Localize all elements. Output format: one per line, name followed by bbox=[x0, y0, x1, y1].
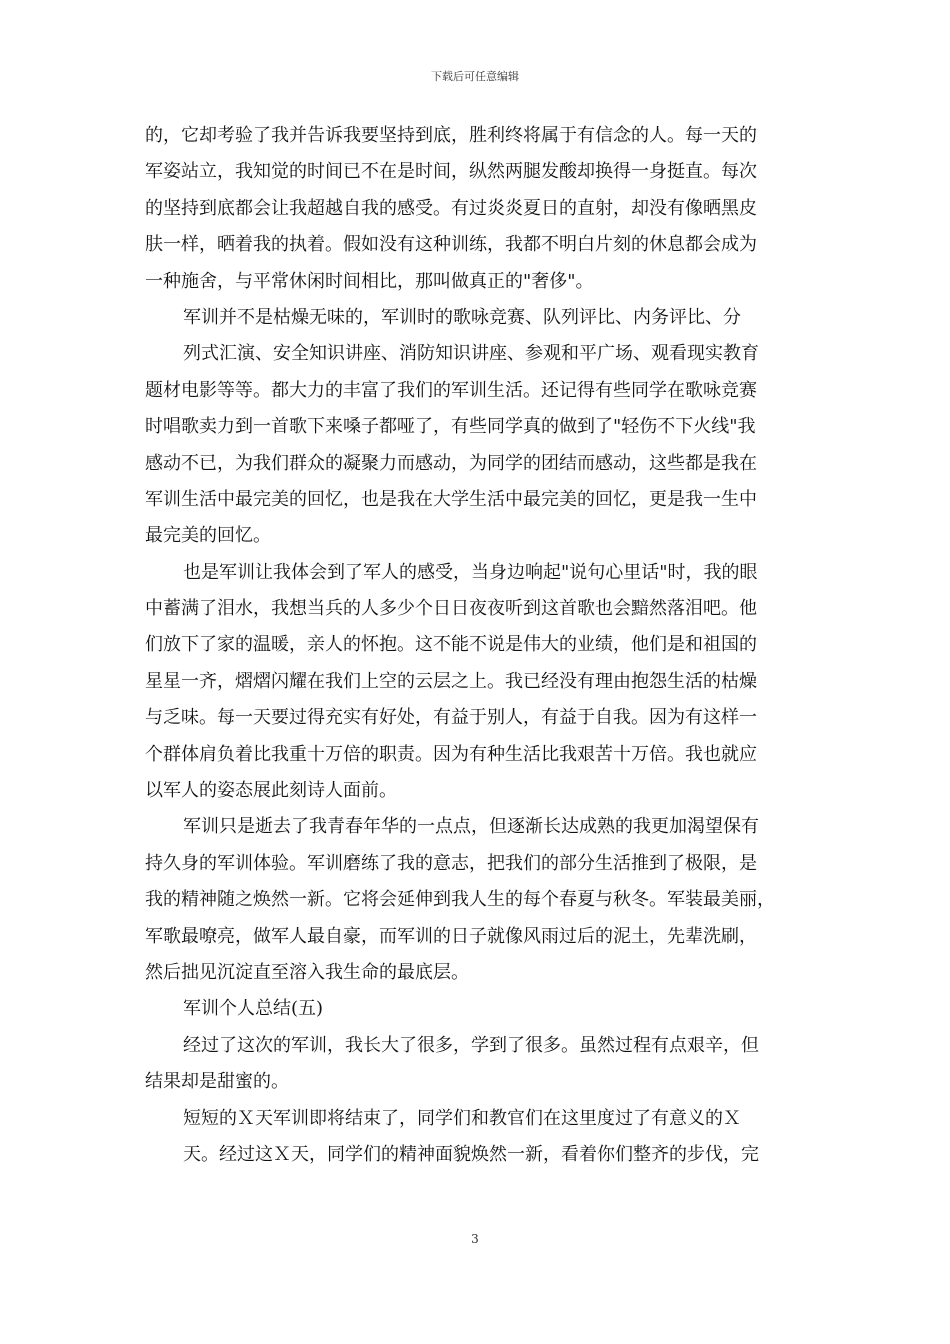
text-line: 个群体肩负着比我重十万倍的职责。因为有种生活比我艰苦十万倍。我也就应 bbox=[145, 743, 757, 765]
text-line: 经过了这次的军训，我长大了很多，学到了很多。虽然过程有点艰辛，但 bbox=[183, 1034, 759, 1056]
text-line: 最完美的回忆。 bbox=[145, 525, 271, 547]
text-line: 然后拙见沉淀直至溶入我生命的最底层。 bbox=[145, 961, 469, 983]
page-header: 下载后可任意编辑 bbox=[431, 70, 519, 83]
section-heading: 军训个人总结(五) bbox=[183, 998, 324, 1020]
text-line: 时唱歌卖力到一首歌下来嗓子都哑了，有些同学真的做到了"轻伤不下火线"我 bbox=[145, 416, 756, 438]
page-number: 3 bbox=[471, 1232, 479, 1246]
text-line: 与乏味。每一天要过得充实有好处，有益于别人，有益于自我。因为有这样一 bbox=[145, 707, 757, 729]
text-line: 以军人的姿态展此刻诗人面前。 bbox=[145, 780, 397, 802]
text-line: 军训并不是枯燥无味的，军训时的歌咏竞赛、队列评比、内务评比、分 bbox=[183, 306, 741, 328]
text-line: 天。经过这Ｘ天，同学们的精神面貌焕然一新，看着你们整齐的步伐，完 bbox=[183, 1143, 759, 1165]
text-line: 们放下了家的温暖，亲人的怀抱。这不能不说是伟大的业绩，他们是和祖国的 bbox=[145, 634, 757, 656]
text-line: 持久身的军训体验。军训磨练了我的意志，把我们的部分生活推到了极限，是 bbox=[145, 852, 757, 874]
text-line: 的，它却考验了我并告诉我要坚持到底，胜利终将属于有信念的人。每一天的 bbox=[145, 125, 757, 146]
text-line: 肤一样，晒着我的执着。假如没有这种训练，我都不明白片刻的休息都会成为 bbox=[145, 234, 757, 256]
text-line: 感动不已，为我们群众的凝聚力而感动，为同学的团结而感动，这些都是我在 bbox=[145, 452, 757, 474]
text-line: 一种施舍，与平常休闲时间相比，那叫做真正的"奢侈"。 bbox=[145, 270, 594, 292]
text-line: 列式汇演、安全知识讲座、消防知识讲座、参观和平广场、观看现实教育 bbox=[183, 343, 759, 365]
text-line: 星星一齐，熠熠闪耀在我们上空的云层之上。我已经没有理由抱怨生活的枯燥 bbox=[145, 670, 757, 692]
text-line: 军训只是逝去了我青春年华的一点点，但逐渐长达成熟的我更加渴望保有 bbox=[183, 816, 759, 838]
text-line: 的坚持到底都会让我超越自我的感受。有过炎炎夏日的直射，却没有像晒黑皮 bbox=[145, 197, 757, 219]
text-line: 也是军训让我体会到了军人的感受，当身边响起"说句心里话"时，我的眼 bbox=[183, 561, 758, 583]
text-line: 结果却是甜蜜的。 bbox=[145, 1071, 289, 1093]
text-line: 中蓄满了泪水，我想当兵的人多少个日日夜夜听到这首歌也会黯然落泪吧。他 bbox=[145, 598, 757, 620]
text-line: 我的精神随之焕然一新。它将会延伸到我人生的每个春夏与秋冬。军装最美丽， bbox=[145, 889, 775, 911]
text-line: 军训生活中最完美的回忆，也是我在大学生活中最完美的回忆，更是我一生中 bbox=[145, 488, 757, 510]
text-line: 军歌最嘹亮，做军人最自豪，而军训的日子就像风雨过后的泥土，先辈洗刷， bbox=[145, 925, 757, 947]
text-line: 题材电影等等。都大力的丰富了我们的军训生活。还记得有些同学在歌咏竞赛 bbox=[145, 379, 757, 401]
document-body bbox=[145, 118, 815, 1173]
text-line: 军姿站立，我知觉的时间已不在是时间，纵然两腿发酸却换得一身挺直。每次 bbox=[145, 161, 757, 183]
text-line: 短短的Ｘ天军训即将结束了，同学们和教官们在这里度过了有意义的Ｘ bbox=[183, 1107, 741, 1129]
